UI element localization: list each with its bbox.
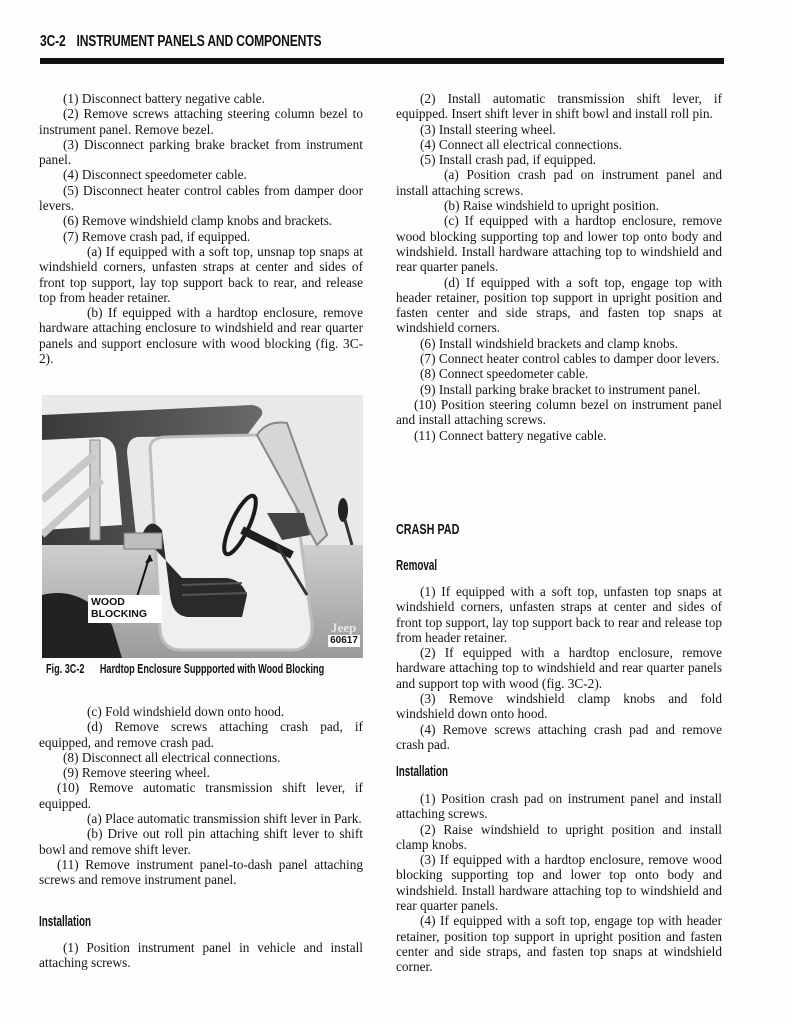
step: (5) Disconnect heater control cables from damper door levers. bbox=[39, 182, 363, 214]
step: (8) Connect speedometer cable. bbox=[420, 366, 589, 382]
step: (2) Remove screws attaching steering column bezel to instrument panel. Remove bezel. bbox=[39, 106, 363, 137]
right-column-crash-pad-removal bbox=[396, 584, 722, 752]
step: (7) Connect heater control cables to damper door levers. bbox=[420, 351, 720, 367]
substep: (d) Remove screws attaching crash pad, if equipped, and remove crash pad. bbox=[39, 719, 363, 750]
step: (4) Remove screws attaching crash pad and remove crash pad. bbox=[396, 721, 722, 752]
step: (4) Disconnect speedometer cable. bbox=[63, 167, 247, 183]
step: (9) Install parking brake bracket to instrument panel. bbox=[420, 381, 701, 397]
substep: (c) If equipped with a hardtop enclosure, remove wood blocking supporting top and lower top onto body and windshield. Install hardware attaching top to windshield and rear quarter panels. bbox=[396, 213, 722, 275]
chapter-title: INSTRUMENT PANELS AND COMPONENTS bbox=[76, 33, 322, 50]
step: (6) Install windshield brackets and clamp knobs. bbox=[420, 335, 679, 351]
installation-heading-right: Installation bbox=[396, 764, 449, 780]
substep: (b) Raise windshield to upright position. bbox=[444, 198, 659, 214]
substep: (c) Fold windshield down onto hood. bbox=[87, 704, 285, 719]
step: (8) Disconnect all electrical connections. bbox=[63, 749, 281, 765]
step: (2) If equipped with a hardtop enclosure, remove hardware attaching top to windshield and rear quarter panels and support top with wood (fig. 3C-2). bbox=[396, 645, 722, 691]
left-column-removal-cont bbox=[39, 704, 363, 888]
step: (3) Remove windshield clamp knobs and fold windshield down onto hood. bbox=[396, 691, 722, 722]
step: (1) Position instrument panel in vehicle and install attaching screws. bbox=[39, 940, 363, 971]
substep: (d) If equipped with a soft top, engage top with header retainer, position top support in upright position and fasten center and side straps, and fasten top snaps at windshield corners. bbox=[396, 274, 722, 336]
figure-number: Fig. 3C-2 bbox=[46, 661, 85, 676]
step: (4) Connect all electrical connections. bbox=[420, 136, 622, 152]
wood-blocking-callout bbox=[88, 595, 162, 623]
figure-caption-text: Hardtop Enclosure Suppported with Wood Blocking bbox=[99, 661, 325, 676]
figure-hardtop-wood-blocking bbox=[42, 395, 363, 658]
jeep-logo: Jeep bbox=[331, 620, 357, 635]
step: (11) Remove instrument panel-to-dash panel attaching screws and remove instrument panel. bbox=[39, 856, 363, 888]
step: (3) If equipped with a hardtop enclosure, remove wood blocking supporting top and lower top onto body and windshield. Install hardware attaching top to windshield and rear quarter panels. bbox=[396, 852, 722, 914]
substep: (b) If equipped with a hardtop enclosure, remove hardware attaching enclosure to windshield and rear quarter panels and support enclosure with wood blocking (fig. 3C-2). bbox=[39, 305, 363, 367]
step: (9) Remove steering wheel. bbox=[63, 765, 210, 781]
left-column-installation bbox=[39, 940, 363, 971]
substep: (a) Position crash pad on instrument panel and install attaching screws. bbox=[396, 167, 722, 198]
step: (7) Remove crash pad, if equipped. bbox=[63, 228, 251, 244]
installation-heading-left: Installation bbox=[39, 914, 92, 930]
crash-pad-heading: CRASH PAD bbox=[396, 521, 460, 538]
step: (1) Position crash pad on instrument panel and install attaching screws. bbox=[396, 791, 722, 822]
step: (6) Remove windshield clamp knobs and brackets. bbox=[63, 213, 333, 229]
right-column-crash-pad-installation bbox=[396, 791, 722, 975]
figure-code: 60617 bbox=[328, 635, 360, 647]
step: (4) If equipped with a soft top, engage top with header retainer, position top support in upright position and fasten center and side straps, and fasten top snaps at windshield corner. bbox=[396, 913, 722, 975]
removal-heading: Removal bbox=[396, 558, 438, 574]
step: (11) Connect battery negative cable. bbox=[414, 427, 607, 443]
callout-line-1: WOOD bbox=[91, 596, 125, 608]
callout-line-2: BLOCKING bbox=[91, 608, 147, 620]
step: (1) Disconnect battery negative cable. bbox=[63, 91, 265, 106]
step: (10) Remove automatic transmission shift lever, if equipped. bbox=[39, 780, 363, 811]
substep: (a) Place automatic transmission shift lever in Park. bbox=[87, 811, 362, 827]
step: (5) Install crash pad, if equipped. bbox=[420, 152, 597, 168]
step: (2) Install automatic transmission shift lever, if equipped. Insert shift lever in shift bowl and install roll pin. bbox=[396, 91, 722, 122]
step: (1) If equipped with a soft top, unfasten top snaps at windshield corners, unfasten straps at center and sides of front top support, lay top support back to rear and release top from header retainer. bbox=[396, 584, 722, 645]
page-number: 3C-2 bbox=[40, 33, 66, 50]
substep: (b) Drive out roll pin attaching shift lever to shift bowl and remove shift lever. bbox=[39, 826, 363, 857]
running-head bbox=[40, 33, 321, 51]
left-column-removal bbox=[39, 91, 363, 366]
header-rule bbox=[40, 58, 724, 64]
step: (3) Disconnect parking brake bracket from instrument panel. bbox=[39, 136, 363, 168]
right-column-installation bbox=[396, 91, 722, 443]
substep: (a) If equipped with a soft top, unsnap top snaps at windshield corners, unfasten straps at center and sides of front top support, lay top support back to rear, and release top from header retainer. bbox=[39, 243, 363, 305]
figure-caption bbox=[46, 661, 324, 676]
step: (2) Raise windshield to upright position and install clamp knobs. bbox=[396, 821, 722, 852]
step: (3) Install steering wheel. bbox=[420, 121, 556, 137]
step: (10) Position steering column bezel on instrument panel and install attaching screws. bbox=[396, 396, 722, 428]
